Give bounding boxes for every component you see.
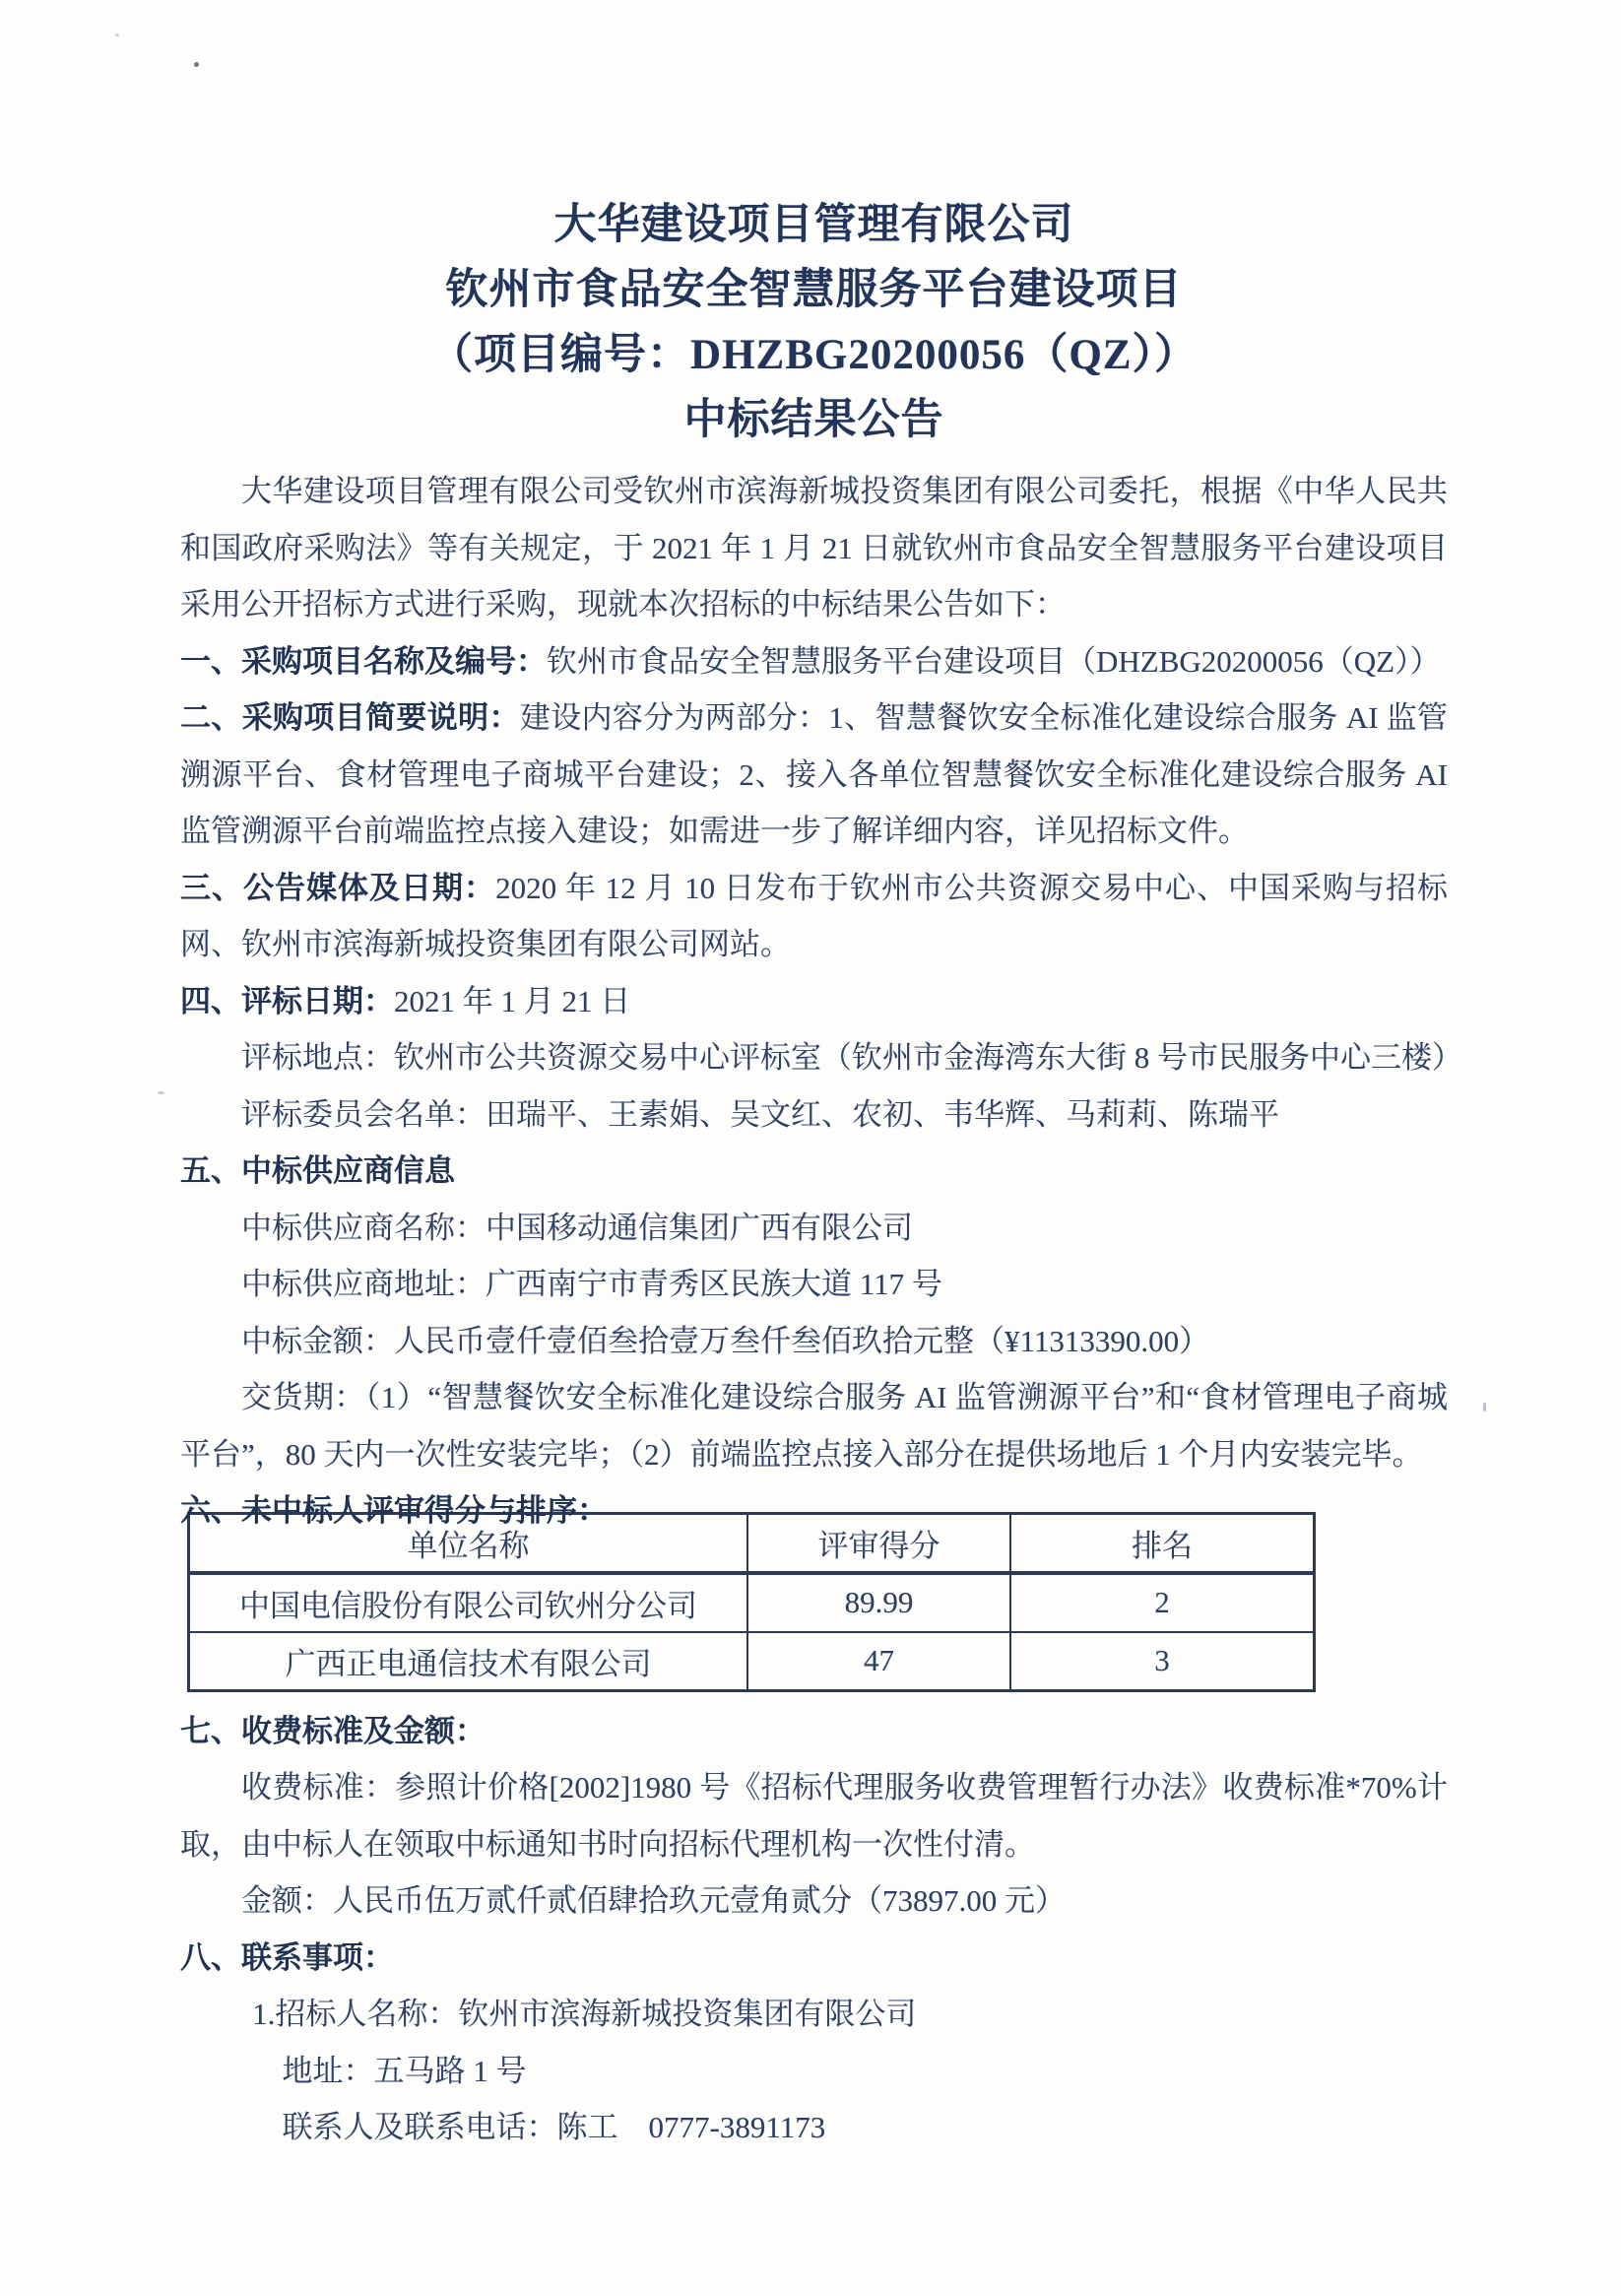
evaluation-committee-line [180,1086,1448,1144]
scan-speck [1483,1403,1486,1411]
section-3-announcement-media [180,860,1448,973]
section-6-label: 六、未中标人评审得分与排序： [180,1493,608,1528]
tenderer-name-text: 1.招标人名称：钦州市滨海新城投资集团有限公司 [252,1997,917,2031]
section-1-project-name [180,633,1448,690]
cell-rank: 3 [1010,1632,1315,1691]
section-4-text: 2021 年 1 月 21 日 [394,983,631,1018]
title-company-name: 大华建设项目管理有限公司 [553,202,1074,248]
contact-person-line [180,2099,1448,2156]
section-3-text: 2020 年 12 月 10 日发布于钦州市公共资源交易中心、中国采购与招标网、钦州市滨海新城投资集团有限公司网站。 [180,870,1449,961]
cell-unit-name: 广西正电通信技术有限公司 [189,1632,748,1691]
title-project-number: （项目编号：DHZBG20200056（QZ）） [430,332,1198,378]
section-5-label: 五、中标供应商信息 [180,1153,455,1188]
fee-amount-line [180,1872,1448,1930]
section-2-label: 二、采购项目简要说明： [180,700,520,735]
evaluation-location-line [180,1029,1462,1086]
tenderer-address-text: 地址：五马路 1 号 [282,2053,527,2088]
table-row [189,1573,1315,1632]
tenderer-name-line [180,1986,1448,2043]
title-announcement-type: 中标结果公告 [683,397,944,443]
header-cell-review-score: 评审得分 [747,1513,1010,1573]
section-1-label: 一、采购项目名称及编号： [180,643,547,679]
intro-text: 大华建设项目管理有限公司受钦州市滨海新城投资集团有限公司委托，根据《中华人民共和国政府采购法》等有关规定，于 2021 年 1 月 21 日就钦州市食品安全智慧服务平台建设项目采用公开招标方式进行采购，现就本次招标的中标结果公告如下： [180,474,1448,622]
delivery-terms-text: 交货期：（1）“智慧餐饮安全标准化建设综合服务 AI 监管溯源平台”和“食材管理电子商城平台”，80 天内一次性安装完毕；（2）前端监控点接入部分在提供场地后 1 个月内安装完毕。 [180,1380,1448,1472]
cell-review-score: 47 [747,1632,1010,1691]
cell-review-score: 89.99 [747,1573,1010,1632]
section-5-winning-supplier [180,1143,1448,1200]
fee-amount-text: 金额：人民币伍万贰仟贰佰肆拾玖元壹角贰分（73897.00 元） [241,1883,1066,1918]
scan-speck [115,33,119,36]
document-title-block [180,193,1448,453]
section-2-project-summary [180,689,1448,860]
title-project-name: 钦州市食品安全智慧服务平台建设项目 [445,267,1183,313]
scan-speck [158,1091,164,1094]
section-2-text: 建设内容分为两部分：1、智慧餐饮安全标准化建设综合服务 AI 监管溯源平台、食材管理电子商城平台建设；2、接入各单位智慧餐饮安全标准化建设综合服务 AI 监管溯源平台前端监控点接入建设；如需进一步了解详细内容，详见招标文件。 [180,700,1449,848]
section-1-text: 钦州市食品安全智慧服务平台建设项目（DHZBG20200056（QZ）） [547,643,1441,679]
contact-person-text: 联系人及联系电话：陈工 0777-3891173 [282,2110,826,2144]
section-4-evaluation-date [180,973,1448,1030]
section-3-label: 三、公告媒体及日期： [180,870,496,905]
supplier-address-line [180,1256,1448,1313]
header-cell-unit-name: 单位名称 [189,1513,748,1573]
fee-standard-text: 收费标准：参照计价格[2002]1980 号《招标代理服务收费管理暂行办法》收费标准*70%计取，由中标人在领取中标通知书时向招标代理机构一次性付清。 [180,1770,1448,1862]
award-amount-line [180,1313,1448,1370]
supplier-name-line [180,1200,1448,1257]
header-cell-rank: 排名 [1010,1513,1315,1573]
supplier-name-text: 中标供应商名称：中国移动通信集团广西有限公司 [241,1210,913,1245]
scan-speck [194,62,199,67]
tenderer-address-line [180,2043,1448,2100]
delivery-terms-paragraph [180,1369,1448,1482]
section-8-contact-matters [180,1930,1448,1987]
document-content [180,193,1462,2156]
section-8-label: 八、联系事项： [180,1939,394,1975]
section-7-label: 七、收费标准及金额： [180,1713,486,1748]
award-amount-text: 中标金额：人民币壹仟壹佰叁拾壹万叁仟叁佰玖拾元整（¥11313390.00） [241,1323,1210,1358]
section-4-label: 四、评标日期： [180,983,394,1018]
evaluation-location-text: 评标地点：钦州市公共资源交易中心评标室（钦州市金海湾东大街 8 号市民服务中心三楼） [241,1040,1462,1075]
intro-paragraph [180,463,1448,633]
section-7-fee-standard-amount [180,1703,1448,1760]
cell-unit-name: 中国电信股份有限公司钦州分公司 [189,1573,748,1632]
table-row [189,1632,1315,1691]
evaluation-committee-text: 评标委员会名单：田瑞平、王素娟、吴文红、农初、韦华辉、马莉莉、陈瑞平 [241,1096,1279,1132]
supplier-address-text: 中标供应商地址：广西南宁市青秀区民族大道 117 号 [241,1267,942,1301]
fee-standard-paragraph [180,1759,1448,1872]
cell-rank: 2 [1010,1573,1315,1632]
